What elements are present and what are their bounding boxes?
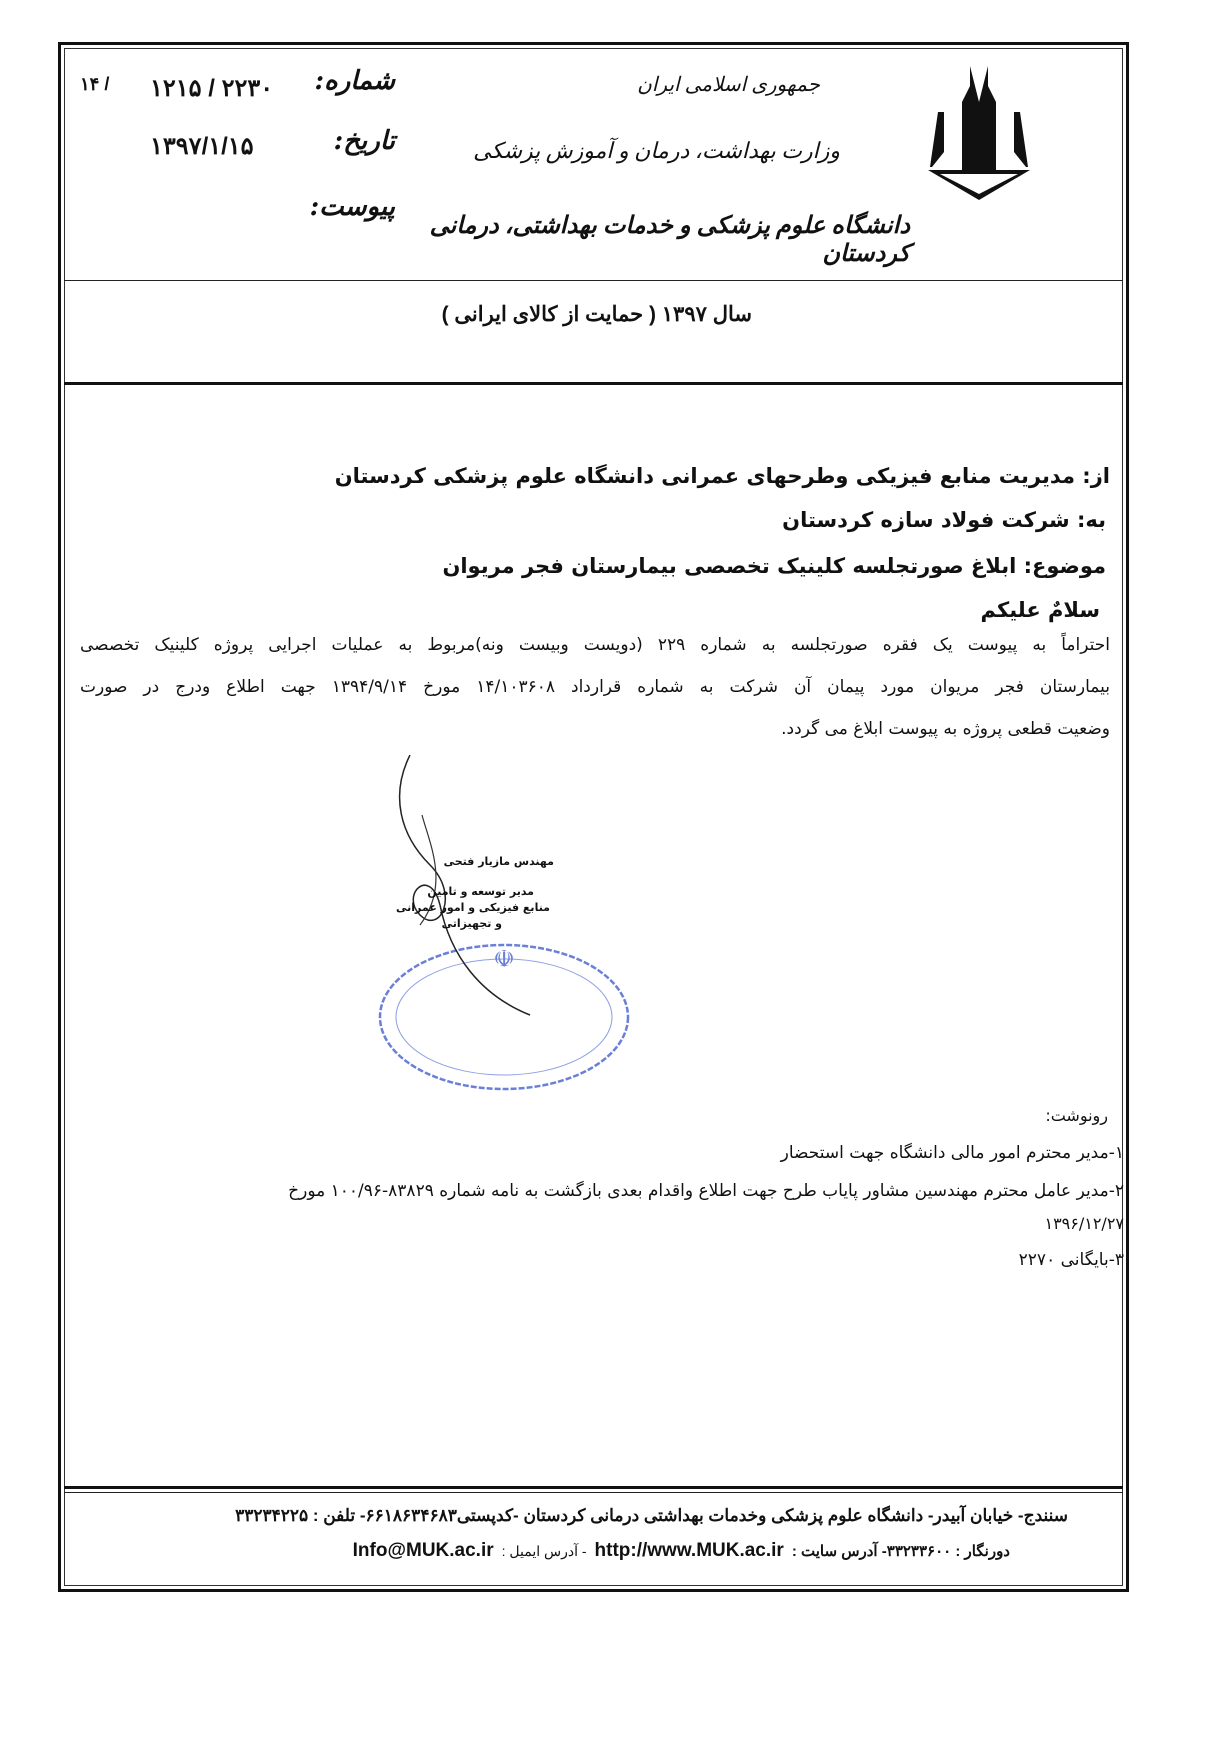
signature-and-stamp xyxy=(370,755,650,1105)
cc-item: ۱-مدیر محترم امور مالی دانشگاه جهت استحضار xyxy=(780,1143,1124,1163)
footer-address: سنندج- خیابان آبیدر- دانشگاه علوم پزشکی وخدمات بهداشتی درمانی کردستان -کدپستی۶۶۱۸۶۳۴۶۸۳- تلفن : ۳۳۲۳۴۲۲۵ xyxy=(235,1506,1068,1525)
svg-text:☫: ☫ xyxy=(493,945,515,973)
date-label: تاریخ: xyxy=(333,126,395,156)
footer-fax: دورنگار : ۳۳۲۳۳۶۰۰- آدرس سایت : xyxy=(791,1543,1010,1560)
cc-item: ۲-مدیر عامل محترم مهندسین مشاور پایاب طرح جهت اطلاع واقدام بعدی بازگشت به نامه شماره ۸۳۸۲۹-۱۰۰/۹۶ مورخ xyxy=(288,1181,1124,1201)
signer-title: مدیر توسعه و تامین xyxy=(427,885,534,898)
header-divider xyxy=(64,280,1123,281)
slogan-divider xyxy=(64,382,1123,385)
footer-website[interactable]: http://www.MUK.ac.ir xyxy=(594,1540,784,1561)
from-line: از: مدیریت منابع فیزیکی وطرحهای عمرانی دانشگاه علوم پزشکی کردستان xyxy=(334,464,1110,488)
ministry-name: وزارت بهداشت، درمان و آموزش پزشکی xyxy=(473,138,840,163)
number-value: ۱۲۱۵ / ۲۲۳۰ xyxy=(150,75,274,102)
number-prefix: ۱۴ / xyxy=(80,74,110,94)
signer-title: و تجهیزاتی xyxy=(441,917,502,930)
signer-title: منابع فیزیکی و امور عمرانی xyxy=(396,901,550,914)
university-logo xyxy=(926,62,1032,202)
to-line: به: شرکت فولاد سازه کردستان xyxy=(782,508,1106,532)
date-value: ۱۳۹۷/۱/۱۵ xyxy=(150,133,254,160)
body-line: احتراماً به پیوست یک فقره صورتجلسه به شماره ۲۲۹ (دویست وبیست ونه)مربوط به عملیات اجرایی پروژه کلینیک تخصصی xyxy=(80,635,1111,655)
footer-divider-thin xyxy=(64,1492,1123,1493)
greeting: سلامٌ علیکم xyxy=(980,598,1100,622)
body-line: وضعیت قطعی پروژه به پیوست ابلاغ می گردد. xyxy=(781,719,1110,739)
cc-item: ۳-بایگانی ۲۲۷۰ xyxy=(1018,1250,1124,1270)
footer-divider xyxy=(64,1486,1123,1489)
cc-item: ۱۳۹۶/۱۲/۲۷ xyxy=(1044,1214,1124,1233)
footer-email-label: - آدرس ایمیل : xyxy=(501,1543,587,1559)
cc-label: رونوشت: xyxy=(1045,1106,1108,1125)
footer-contact xyxy=(180,1540,1010,1562)
year-slogan: سال ۱۳۹۷ ( حمایت از کالای ایرانی ) xyxy=(441,303,752,326)
letter-body xyxy=(80,624,1110,750)
number-label: شماره: xyxy=(314,66,395,96)
country-name: جمهوری اسلامی ایران xyxy=(637,74,820,96)
footer-email[interactable]: Info@MUK.ac.ir xyxy=(352,1540,494,1561)
signer-name: مهندس مازیار فتحی xyxy=(443,855,554,868)
subject-line: موضوع: ابلاغ صورتجلسه کلینیک تخصصی بیمارستان فجر مریوان xyxy=(442,554,1106,578)
attachment-label: پیوست: xyxy=(309,192,395,222)
body-line: بیمارستان فجر مریوان مورد پیمان آن شرکت به شماره قرارداد ۱۴/۱۰۳۶۰۸ مورخ ۱۳۹۴/۹/۱۴ جهت اطلاع ودرج در صورت xyxy=(80,677,1110,697)
university-name: دانشگاه علوم پزشکی و خدمات بهداشتی، درمانی کردستان xyxy=(429,213,910,267)
